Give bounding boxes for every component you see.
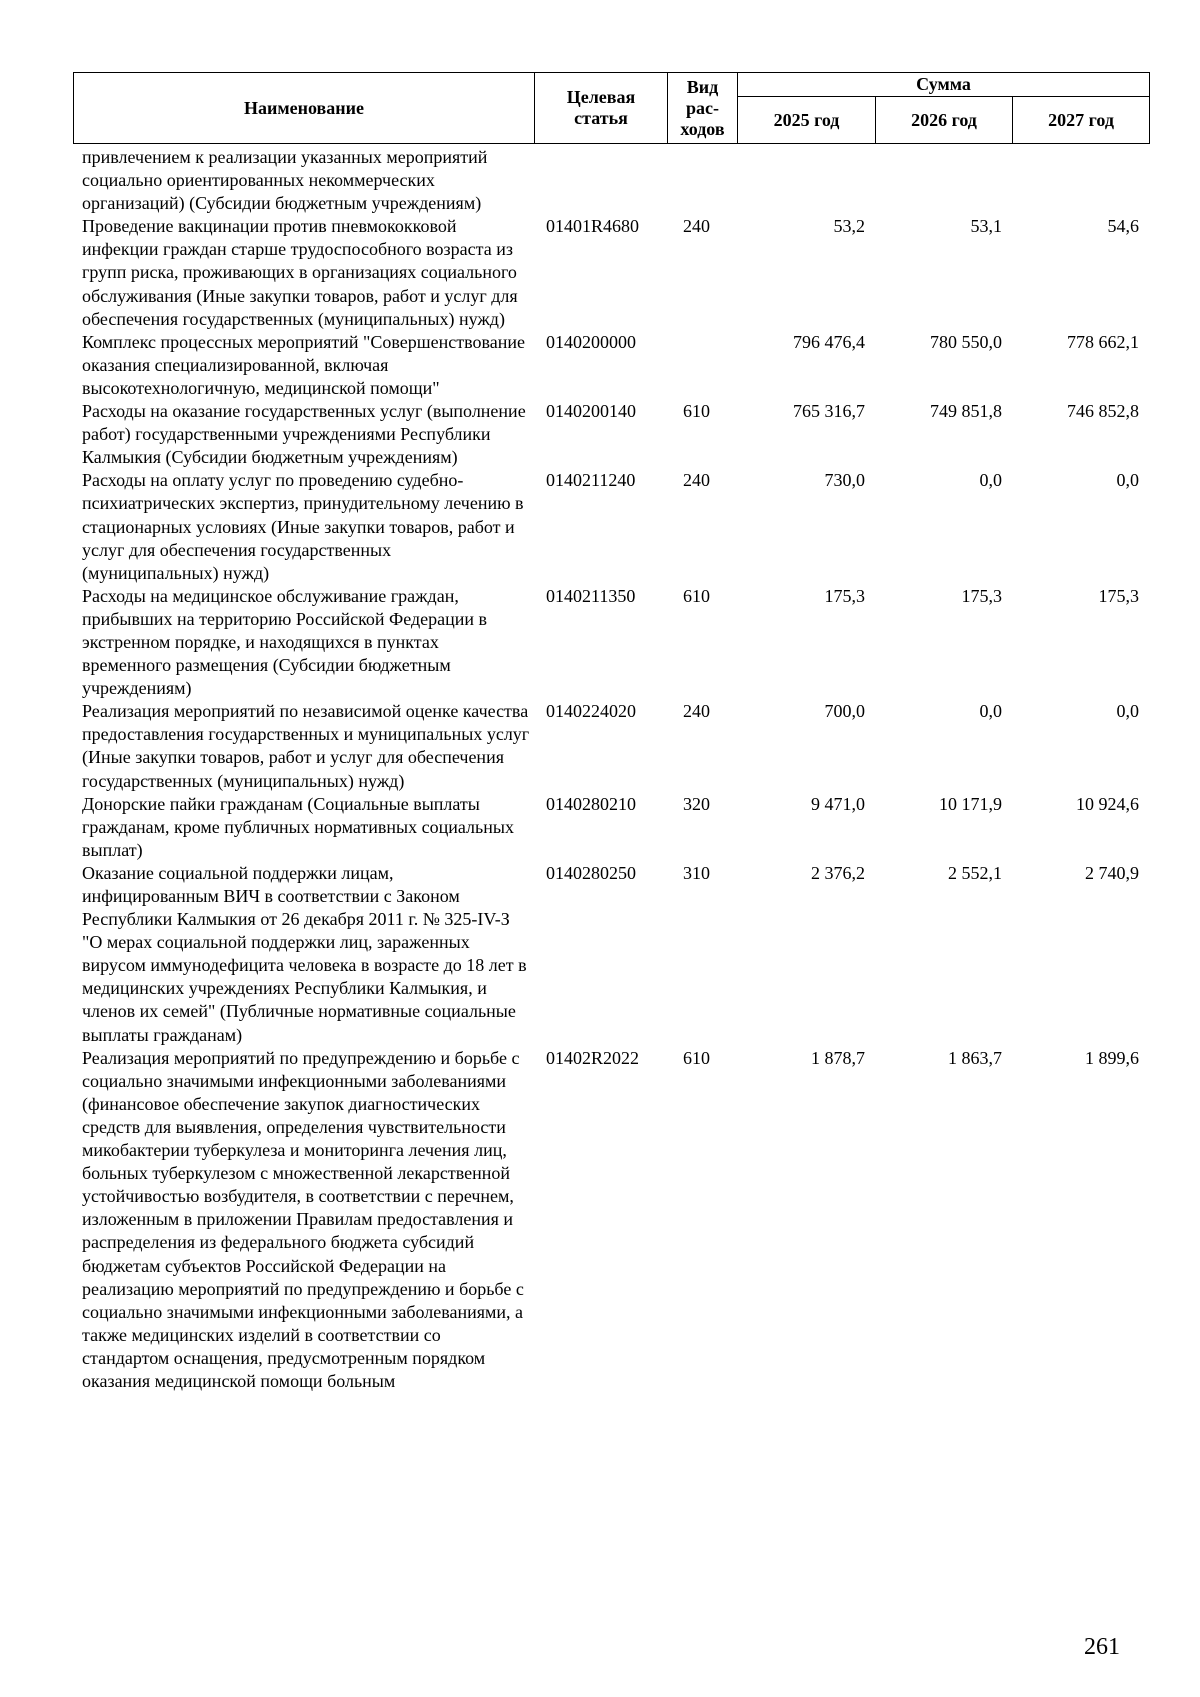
header-target-article: Целевая статья [535, 73, 668, 144]
row-2026: 2 552,1 [948, 862, 1002, 883]
header-year-2025: 2025 год [738, 97, 876, 144]
page-number: 261 [1084, 1634, 1120, 1660]
row-2027: 778 662,1 [1067, 331, 1139, 352]
row-code [534, 146, 667, 215]
row-code: 01401R4680 [546, 216, 640, 237]
row-name: Проведение вакцинации против пневмококковой инфекции граждан старше трудоспособного возраста из групп риска, проживающих в организациях социального обслуживания (Иные закупки товаров, работ и услуг для обеспечения государственных (муниципальных) нужд) [82, 216, 518, 329]
row-2027: 175,3 [1098, 585, 1139, 606]
row-name: привлечением к реализации указанных мероприятий социально ориентированных некоммерческих организаций) (Субсидии бюджетным учреждениям) [82, 147, 488, 214]
row-2027: 54,6 [1107, 216, 1139, 237]
row-name: Расходы на медицинское обслуживание граждан, прибывших на территорию Российской Федерации в экстренном порядке, и находящихся в пунктах временного размещения (Субсидии бюджетным учреждениям) [82, 585, 488, 699]
row-2026: 749 851,8 [930, 401, 1002, 422]
row-2025: 53,2 [833, 216, 865, 237]
row-code: 0140280250 [546, 862, 636, 883]
table-row [73, 700, 1149, 792]
row-2025: 796 476,4 [793, 331, 865, 352]
table-row [73, 862, 1149, 1047]
row-2027: 10 924,6 [1076, 793, 1139, 814]
table-row [73, 585, 1149, 700]
row-kind: 610 [683, 401, 710, 422]
row-2026: 53,1 [970, 216, 1002, 237]
row-kind: 610 [683, 1047, 710, 1068]
budget-table [73, 146, 1149, 1393]
row-2026: 0,0 [979, 470, 1002, 491]
row-kind: 610 [683, 585, 710, 606]
row-2027: 0,0 [1116, 470, 1139, 491]
row-name: Оказание социальной поддержки лицам, инфицированным ВИЧ в соответствии с Законом Республики Калмыкия от 26 декабря 2011 г. № 325-IV-З "О мерах социальной поддержки лиц, зараженных вирусом иммунодефицита человека в возрасте до 18 лет в медицинских учреждениях Республики Калмыкия, и членов их семей" (Публичные нормативные социальные выплаты гражданам) [82, 862, 527, 1045]
table-row [73, 146, 1149, 215]
row-2026: 780 550,0 [930, 331, 1002, 352]
row-2025: 9 471,0 [811, 793, 865, 814]
row-kind: 310 [683, 862, 710, 883]
row-name: Расходы на оказание государственных услуг (выполнение работ) государственными учреждениями Республики Калмыкия (Субсидии бюджетным учреждениям) [82, 401, 526, 468]
row-2027: 1 899,6 [1085, 1047, 1139, 1068]
row-name: Донорские пайки гражданам (Социальные выплаты гражданам, кроме публичных нормативных социальных выплат) [82, 793, 514, 860]
header-amount: Сумма [738, 73, 1150, 97]
row-kind: 240 [683, 216, 710, 237]
table-row [73, 1047, 1149, 1393]
row-code: 0140200000 [546, 331, 636, 352]
row-2027: 2 740,9 [1085, 862, 1139, 883]
row-kind: 240 [683, 470, 710, 491]
header-year-2027: 2027 год [1013, 97, 1150, 144]
row-name: Расходы на оплату услуг по проведению судебно-психиатрических экспертиз, принудительному лечению в стационарных условиях (Иные закупки товаров, работ и услуг для обеспечения государственных (муниципальных) нужд) [82, 470, 524, 583]
row-2027: 0,0 [1116, 701, 1139, 722]
row-2025: 730,0 [824, 470, 865, 491]
row-kind [667, 146, 737, 215]
row-kind [667, 331, 737, 400]
table-row [73, 331, 1149, 400]
table-row [73, 215, 1149, 330]
row-code: 0140211240 [546, 470, 636, 491]
row-2025: 700,0 [824, 701, 865, 722]
row-code: 0140200140 [546, 401, 636, 422]
row-name: Реализация мероприятий по предупреждению и борьбе с социально значимыми инфекционными заболеваниями (финансовое обеспечение закупок диагностических средств для выявления, определения чувствительности микобактерии туберкулеза и мониторинга лечения лиц, больных туберкулезом с множественной лекарственной устойчивостью возбудителя, в соответствии с перечнем, изложенным в приложении Правилам предоставления и распределения из федерального бюджета субсидий бюджетам субъектов Российской Федерации на реализацию мероприятий по предупреждению и борьбе с социально значимыми инфекционными заболеваниями, а также медицинских изделий в соответствии со стандартом оснащения, предусмотренным порядком оказания медицинской помощи больным [82, 1047, 524, 1391]
row-2026: 175,3 [961, 585, 1002, 606]
row-2025: 1 878,7 [811, 1047, 865, 1068]
table-header [73, 72, 1150, 144]
row-kind: 320 [683, 793, 710, 814]
row-name: Реализация мероприятий по независимой оценке качества предоставления государственных и муниципальных услуг (Иные закупки товаров, работ и услуг для обеспечения государственных (муниципальных) нужд) [82, 701, 530, 791]
row-2027 [1012, 146, 1149, 215]
row-2025: 175,3 [824, 585, 865, 606]
table-row [73, 793, 1149, 862]
row-name: Комплекс процессных мероприятий "Совершенствование оказания специализированной, включая высокотехнологичную, медицинской помощи" [82, 331, 525, 398]
header-expense-type: Вид рас-ходов [668, 73, 738, 144]
row-2025: 765 316,7 [793, 401, 865, 422]
row-2026: 1 863,7 [948, 1047, 1002, 1068]
row-code: 0140211350 [546, 585, 636, 606]
header-name: Наименование [74, 73, 535, 144]
row-code: 0140224020 [546, 701, 636, 722]
row-code: 01402R2022 [546, 1047, 640, 1068]
row-2026 [875, 146, 1012, 215]
row-2025 [737, 146, 875, 215]
table-row [73, 400, 1149, 469]
table-row [73, 469, 1149, 584]
header-year-2026: 2026 год [876, 97, 1013, 144]
row-kind: 240 [683, 701, 710, 722]
row-2026: 0,0 [979, 701, 1002, 722]
row-2027: 746 852,8 [1067, 401, 1139, 422]
row-2026: 10 171,9 [939, 793, 1002, 814]
row-2025: 2 376,2 [811, 862, 865, 883]
row-code: 0140280210 [546, 793, 636, 814]
